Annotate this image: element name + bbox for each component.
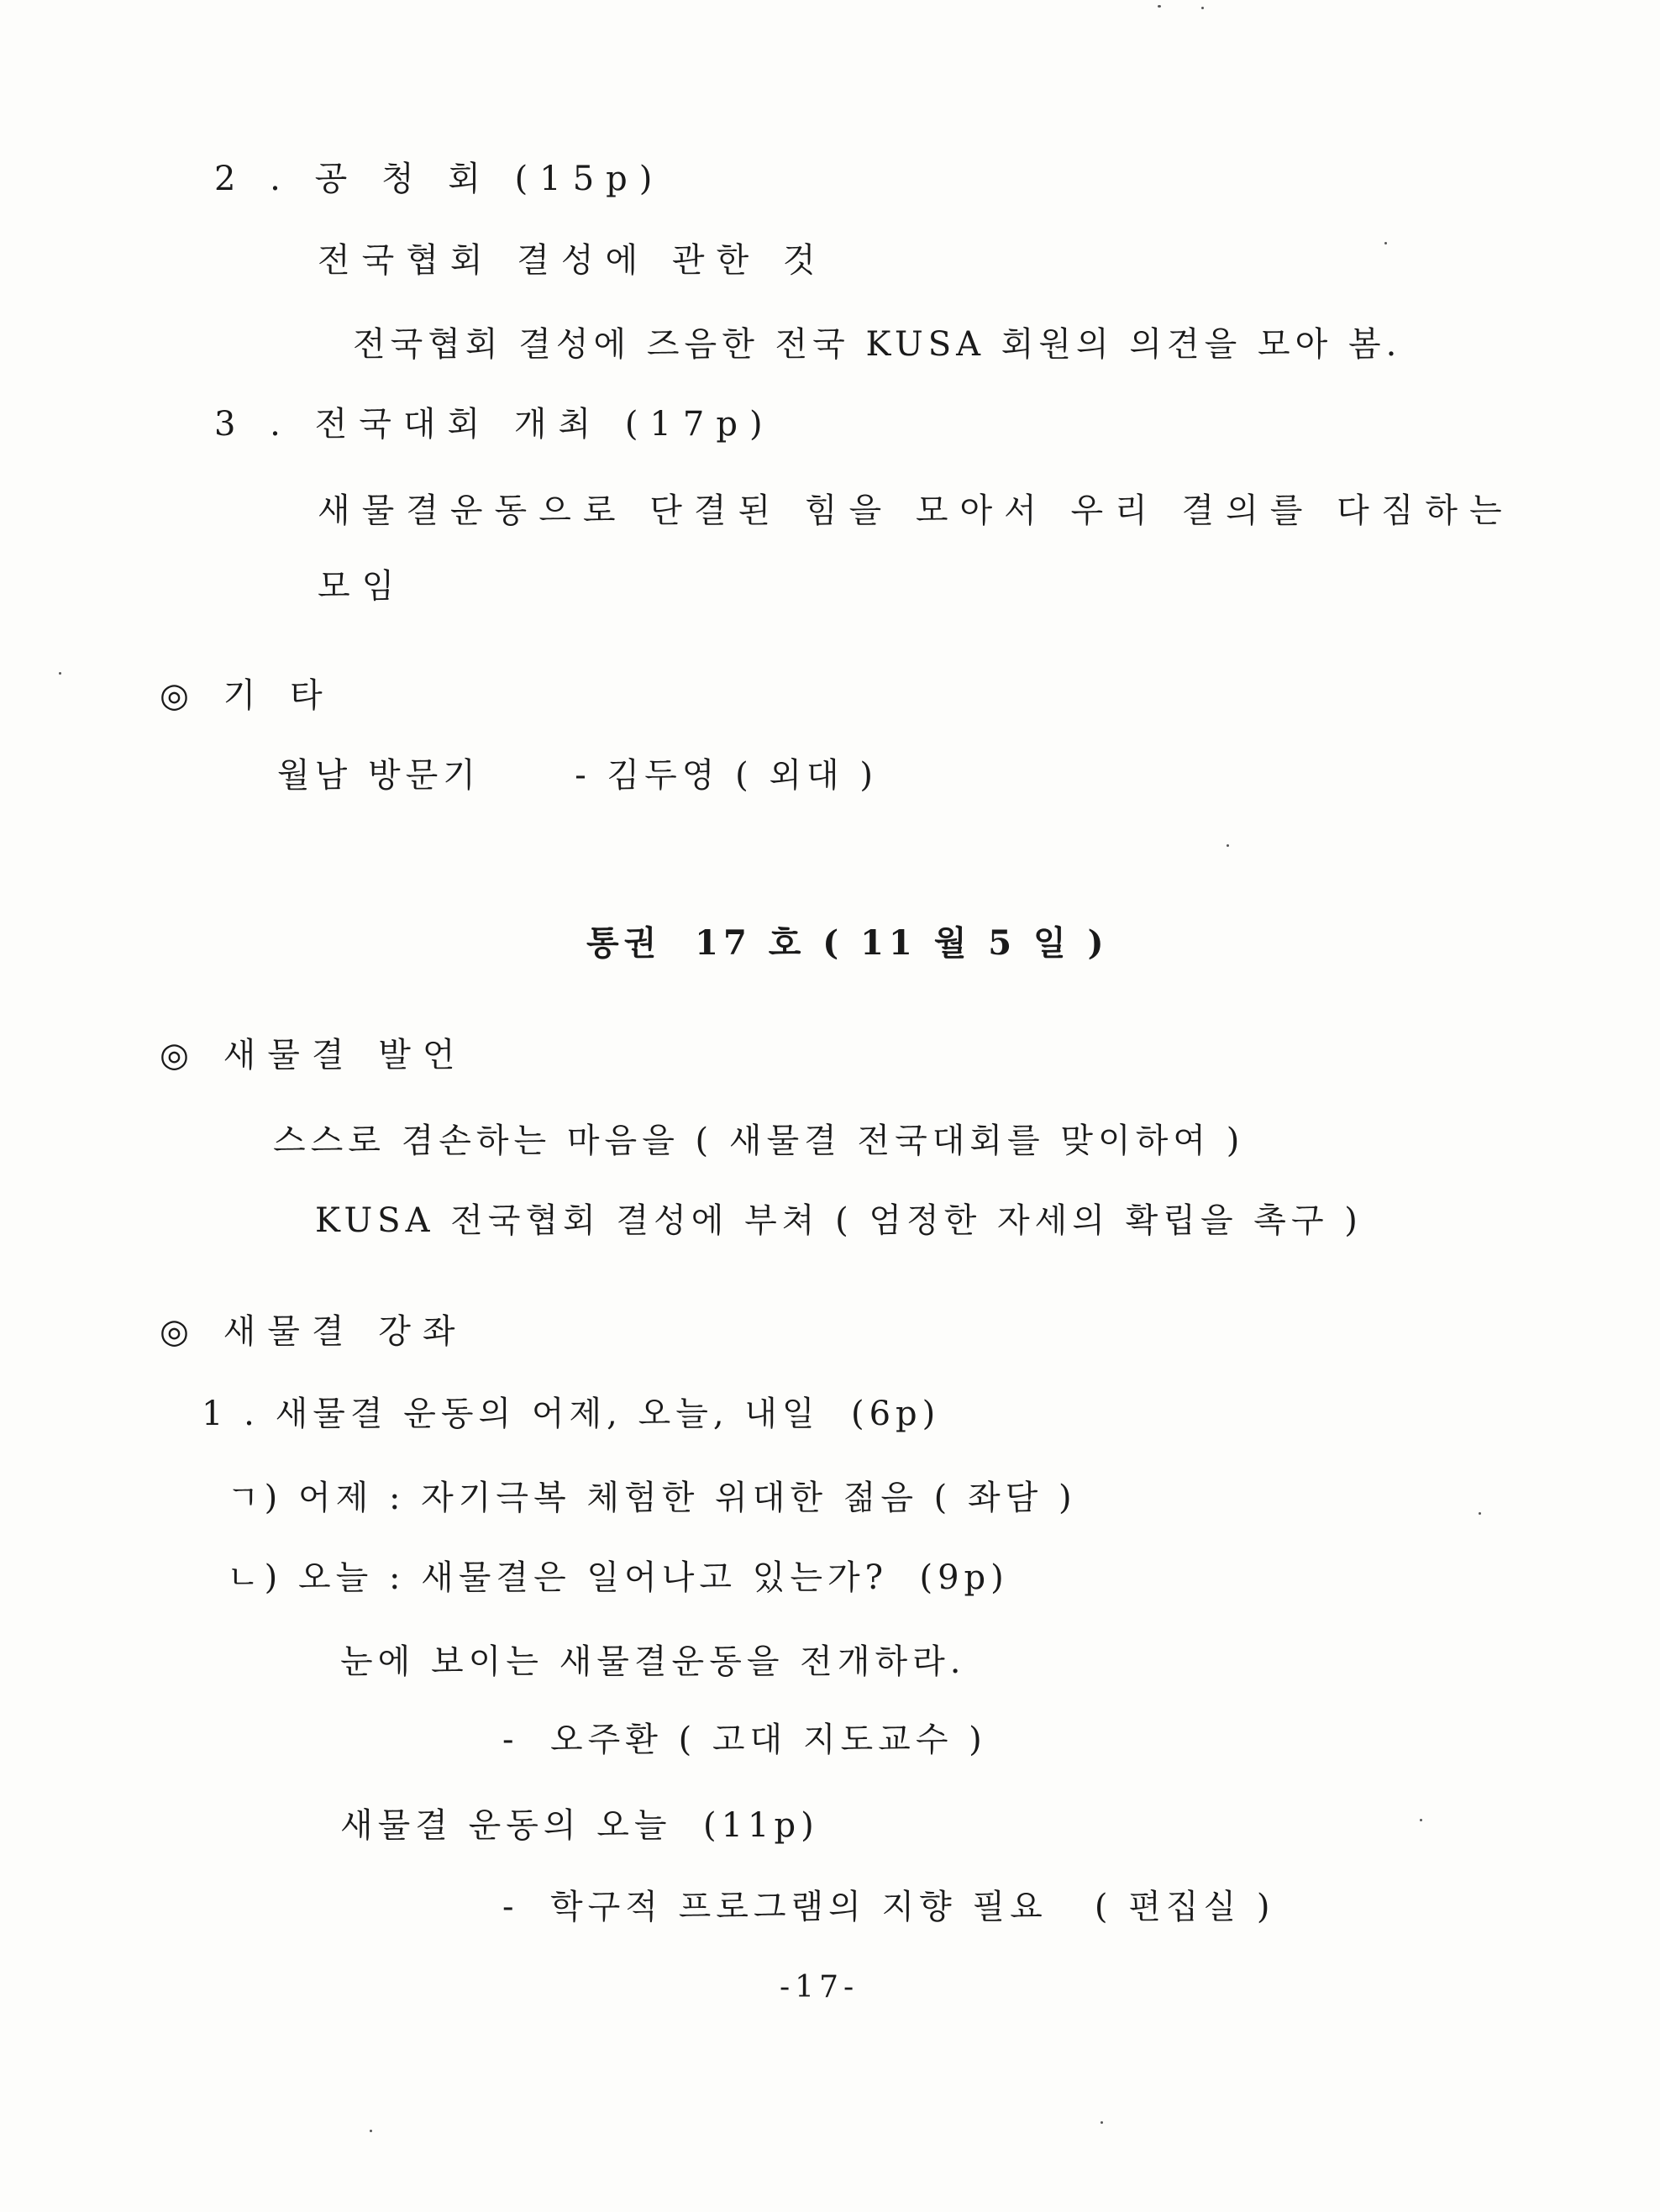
section-heading-lecture: ◎ 새물결 강좌 bbox=[160, 1312, 467, 1351]
section-heading-misc: ◎ 기 타 bbox=[160, 676, 334, 715]
item-text: KUSA 전국협회 결성에 부쳐 ( 엄정한 자세의 확립을 촉구 ) bbox=[315, 1201, 1363, 1240]
item-author: - 오주환 ( 고대 지도교수 ) bbox=[502, 1721, 987, 1759]
item-author: - 학구적 프로그램의 지향 필요 ( 편집실 ) bbox=[502, 1888, 1275, 1926]
scan-speck bbox=[1227, 844, 1229, 847]
section-heading-remarks: ◎ 새물결 발언 bbox=[160, 1036, 467, 1074]
item-national-convention: 3 . 전국대회 개최 (17p) bbox=[214, 405, 775, 444]
page-number: -17- bbox=[780, 1970, 859, 2004]
item-today: ㄴ) 오늘 : 새물결은 일어나고 있는가? (9p) bbox=[227, 1558, 1009, 1597]
scan-speck bbox=[370, 2130, 372, 2132]
item-text: 새물결운동으로 단결된 힘을 모아서 우리 결의를 다짐하는 bbox=[318, 491, 1514, 530]
scan-speck bbox=[1384, 242, 1387, 244]
item-text: 전국협회 결성에 관한 것 bbox=[318, 241, 827, 280]
item-text: 스스로 겸손하는 마음을 ( 새물결 전국대회를 맞이하여 ) bbox=[273, 1122, 1245, 1160]
item-text: 눈에 보이는 새물결운동을 전개하라. bbox=[340, 1642, 966, 1681]
item-public-hearing: 2 . 공 청 회 (15p) bbox=[214, 160, 665, 198]
scan-speck bbox=[1201, 7, 1204, 9]
item-text: 월남 방문기 - 김두영 ( 외대 ) bbox=[277, 756, 878, 795]
scan-speck bbox=[1420, 1819, 1422, 1821]
item-lecture-1: 1 . 새물결 운동의 어제, 오늘, 내일 (6p) bbox=[202, 1395, 941, 1433]
scan-speck bbox=[59, 672, 61, 675]
issue-heading: 통권 17 호 ( 11 월 5 일 ) bbox=[586, 923, 1109, 963]
item-text: 새물결 운동의 오늘 (11p) bbox=[340, 1806, 819, 1845]
item-yesterday: ㄱ) 어제 : 자기극복 체험한 위대한 젊음 ( 좌담 ) bbox=[227, 1479, 1077, 1517]
item-text: 전국협회 결성에 즈음한 전국 KUSA 회원의 의견을 모아 봄. bbox=[353, 325, 1402, 364]
scan-speck bbox=[1479, 1512, 1481, 1515]
scan-speck bbox=[1158, 5, 1161, 8]
item-text: 모임 bbox=[318, 567, 407, 606]
scan-speck bbox=[1101, 2121, 1103, 2124]
